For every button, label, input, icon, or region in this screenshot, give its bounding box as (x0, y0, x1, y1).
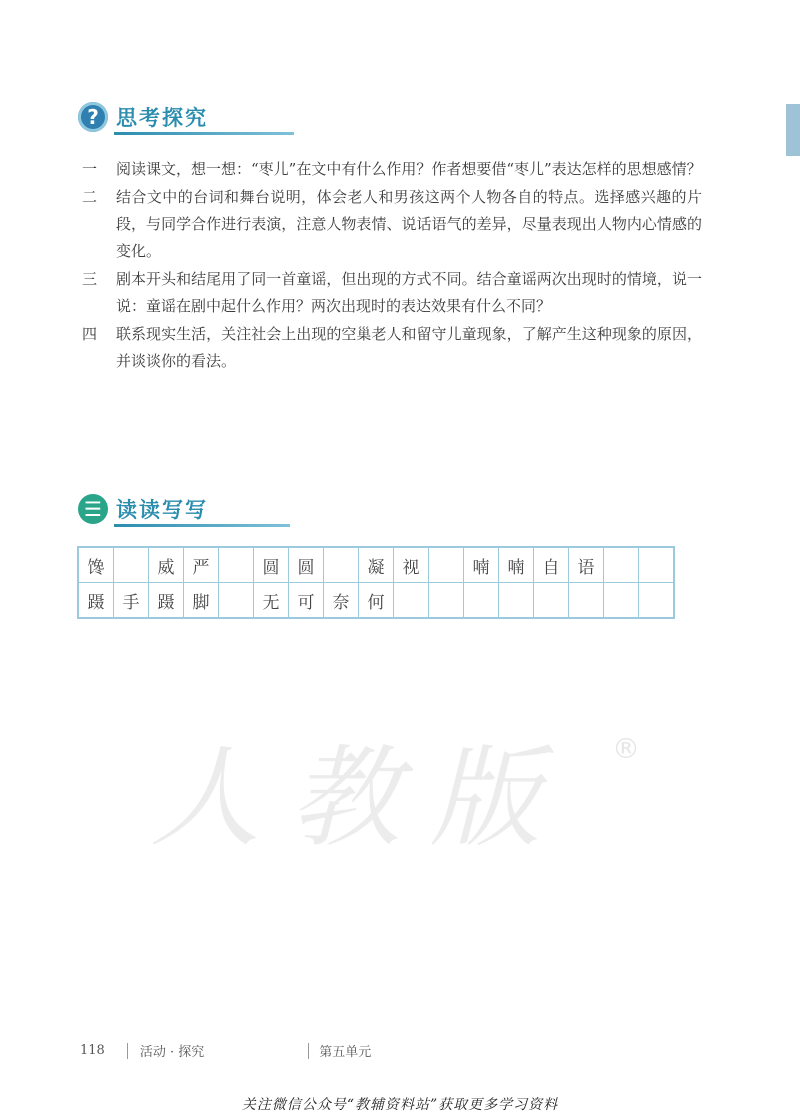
word-grid-cell (219, 547, 254, 583)
word-grid-cell: 喃 (499, 547, 534, 583)
word-grid-cell (464, 583, 499, 619)
question-item (82, 266, 702, 320)
word-grid-cell (114, 547, 149, 583)
three-lines-icon: ☰ (78, 494, 108, 524)
word-grid-cell: 喃 (464, 547, 499, 583)
registered-mark: ® (612, 732, 640, 765)
footer-divider (127, 1043, 128, 1059)
word-grid-cell: 蹑 (149, 583, 184, 619)
word-grid-cell (429, 583, 464, 619)
read-write-section-underline (114, 524, 290, 527)
word-grid-cell (429, 547, 464, 583)
word-grid-cell (219, 583, 254, 619)
footer-divider (308, 1043, 309, 1059)
word-grid-cell: 手 (114, 583, 149, 619)
question-number: 二 (82, 188, 98, 206)
question-item (82, 184, 702, 265)
word-grid-cell: 圆 (289, 547, 324, 583)
question-number: 一 (82, 160, 98, 178)
word-grid-cell: 自 (534, 547, 569, 583)
word-grid-cell: 蹑 (78, 583, 114, 619)
word-grid-cell: 馋 (78, 547, 114, 583)
word-grid-cell: 可 (289, 583, 324, 619)
think-section-header (78, 102, 208, 132)
word-grid-cell (639, 583, 675, 619)
word-grid-cell: 圆 (254, 547, 289, 583)
word-grid-cell: 无 (254, 583, 289, 619)
question-text: 剧本开头和结尾用了同一首童谣，但出现的方式不同。结合童谣两次出现时的情境，说一说：童谣在剧中起什么作用？两次出现时的表达效果有什么不同？ (116, 270, 702, 315)
question-list (82, 156, 702, 376)
question-number: 四 (82, 325, 98, 343)
word-grid (77, 546, 675, 619)
bottom-note: 关注微信公众号“教辅资料站”获取更多学习资料 (241, 1097, 559, 1113)
word-grid-cell: 语 (569, 547, 604, 583)
question-item (82, 156, 702, 183)
word-grid-cell (499, 583, 534, 619)
question-text: 结合文中的台词和舞台说明，体会老人和男孩这两个人物各自的特点。选择感兴趣的片段，与同学合作进行表演，注意人物表情、说话语气的差异，尽量表现出人物内心情感的变化。 (116, 188, 702, 260)
word-grid-cell: 视 (394, 547, 429, 583)
read-write-section-title: 读读写写 (116, 498, 208, 522)
footer-section: 活动 · 探究 (139, 1045, 205, 1060)
think-section-underline (114, 132, 294, 135)
word-grid-cell (394, 583, 429, 619)
word-grid-cell: 威 (149, 547, 184, 583)
word-grid-cell (534, 583, 569, 619)
publisher-watermark: 人教版 (150, 734, 570, 862)
question-item (82, 321, 702, 375)
question-mark-icon: ? (78, 102, 108, 132)
question-text: 联系现实生活，关注社会上出现的空巢老人和留守儿童现象，了解产生这种现象的原因，并谈谈你的看法。 (116, 325, 702, 370)
word-grid-cell (569, 583, 604, 619)
word-grid-cell (324, 547, 359, 583)
read-write-section-header (78, 494, 208, 524)
word-grid-cell (604, 583, 639, 619)
word-grid-row (78, 583, 674, 619)
footer-unit: 第五单元 (319, 1045, 372, 1060)
question-number: 三 (82, 270, 98, 288)
page-footer (80, 1041, 371, 1060)
word-grid-cell: 凝 (359, 547, 394, 583)
think-section-title: 思考探究 (116, 106, 208, 130)
page-number: 118 (80, 1043, 105, 1058)
word-grid-cell: 脚 (184, 583, 219, 619)
word-grid-cell (604, 547, 639, 583)
question-text: 阅读课文，想一想：“枣儿”在文中有什么作用？作者想要借“枣儿”表达怎样的思想感情？ (116, 160, 702, 178)
word-grid-cell: 严 (184, 547, 219, 583)
word-grid-cell: 何 (359, 583, 394, 619)
word-grid-row (78, 547, 674, 583)
word-grid-cell: 奈 (324, 583, 359, 619)
word-grid-cell (639, 547, 675, 583)
side-tab-marker (786, 104, 800, 156)
